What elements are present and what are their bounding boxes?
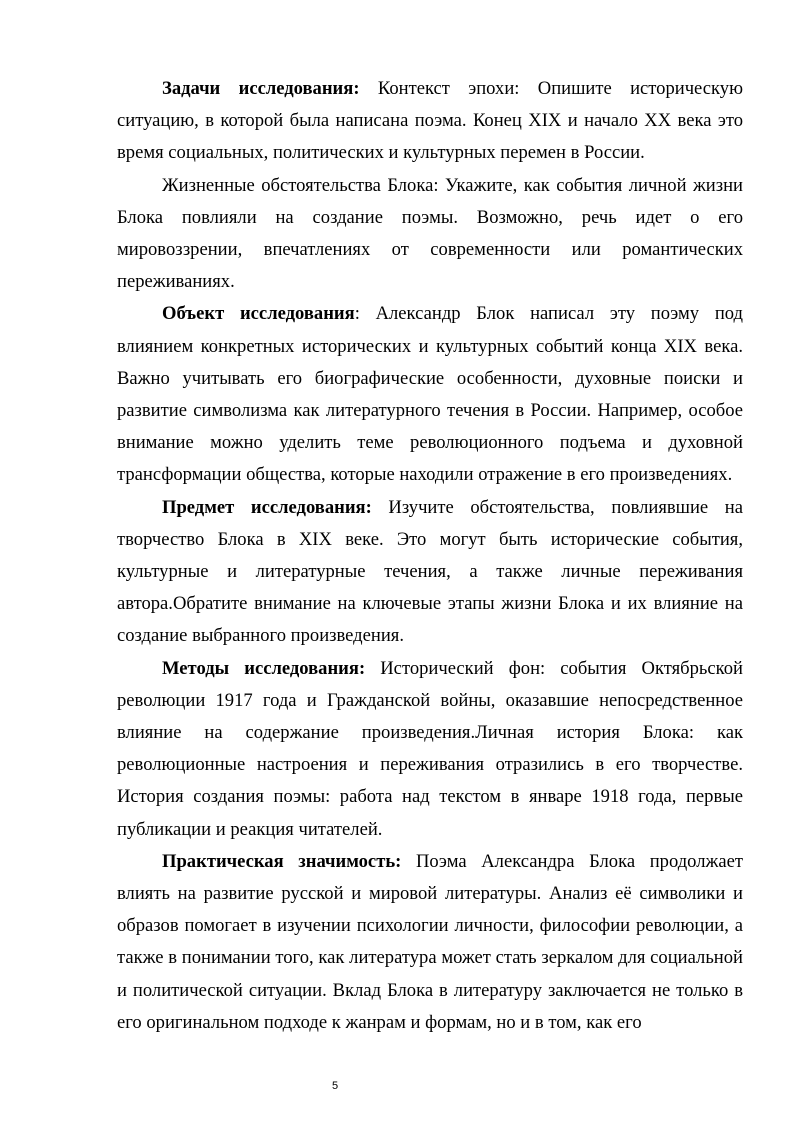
document-body — [117, 73, 743, 1039]
text-research-subject: Изучите обстоятельства, повлиявшие на творчество Блока в XIX веке. Это могут быть исторические события, культурные и литературные течения, а также личные переживания автора.Обратите внимание на ключевые этапы жизни Блока и их влияние на создание выбранного произведения. — [117, 496, 743, 647]
heading-practical-significance: Практическая значимость: — [162, 850, 402, 872]
heading-research-object: Объект исследования — [162, 303, 355, 325]
heading-research-tasks: Задачи исследования: — [162, 78, 360, 99]
paragraph-research-methods — [117, 653, 743, 846]
paragraph-research-tasks — [117, 73, 743, 170]
text-practical-significance: Поэма Александра Блока продолжает влиять на развитие русской и мировой литературы. Анализ её символики и образов помогает в изучении психологии личности, философии революции, а также в понимании того, как литература может стать зеркалом для социальной и политической ситуации. Вклад Блока в литературу заключается не только в его оригинальном подходе к жанрам и формам, но и в том, как его — [117, 850, 743, 1033]
page-number: 5 — [331, 1080, 339, 1092]
heading-research-subject: Предмет исследования: — [162, 496, 372, 518]
paragraph-life-circumstances — [117, 170, 743, 299]
paragraph-practical-significance — [117, 846, 743, 1039]
text-research-object: : Александр Блок написал эту поэму под влиянием конкретных исторических и культурных событий конца XIX века. Важно учитывать его биографические особенности, духовные поиски и развитие символизма как литературного течения в России. Например, особое внимание можно уделить теме революционного подъема и духовной трансформации общества, которые находили отражение в его произведениях. — [117, 303, 743, 486]
paragraph-research-subject — [117, 492, 743, 653]
text-research-methods: Исторический фон: события Октябрьской революции 1917 года и Гражданской войны, оказавшие непосредственное влияние на содержание произведения.Личная история Блока: как революционные настроения и переживания отразились в его творчестве. История создания поэмы: работа над текстом в январе 1918 года, первые публикации и реакция читателей. — [117, 657, 743, 840]
paragraph-research-object — [117, 298, 743, 491]
heading-research-methods: Методы исследования: — [162, 657, 366, 679]
text-research-tasks: Контекст эпохи: Опишите историческую ситуацию, в которой была написана поэма. Конец XIX и начало XX века это время социальных, политических и культурных перемен в России. — [117, 78, 743, 164]
text-life-circumstances: Жизненные обстоятельства Блока: Укажите, как события личной жизни Блока повлияли на создание поэмы. Возможно, речь идет о его мировоззрении, впечатлениях от современности или романтических переживаниях. — [117, 174, 743, 293]
